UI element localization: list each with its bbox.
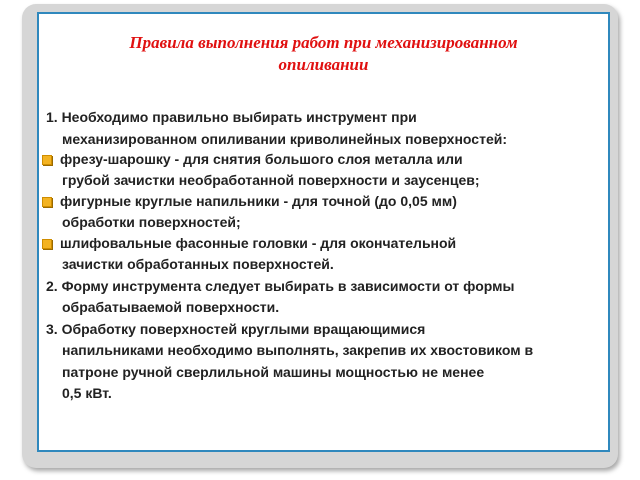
bullet-3-line-2: зачистки обработанных поверхностей. <box>62 256 334 272</box>
rule-2-line-1: 2. Форму инструмента следует выбирать в зависимости от формы <box>46 278 515 294</box>
bullet-1-line-1: фрезу-шарошку - для снятия большого слоя металла или <box>60 151 463 167</box>
rule-1-line-2: механизированном опиливании криволинейных поверхностей: <box>62 131 507 147</box>
rule-3-line-1: 3. Обработку поверхностей круглыми вращающимися <box>46 321 426 337</box>
square-bullet-icon <box>42 197 52 207</box>
slide-title-line-2: опиливании <box>278 55 369 74</box>
rule-3-line-4: 0,5 кВт. <box>62 385 112 401</box>
bullet-1-line-2: грубой зачистки необработанной поверхности и заусенцев; <box>62 172 480 188</box>
square-bullet-icon <box>42 155 52 165</box>
rule-1-line-1: 1. Необходимо правильно выбирать инструмент при <box>46 109 417 125</box>
bullet-2-line-2: обработки поверхностей; <box>62 214 241 230</box>
square-bullet-icon <box>42 239 52 249</box>
rule-3-line-3: патроне ручной сверлильной машины мощностью не менее <box>62 364 485 380</box>
bullet-3-line-1: шлифовальные фасонные головки - для окончательной <box>60 235 457 251</box>
slide-panel <box>37 12 610 452</box>
rule-3-line-2: напильниками необходимо выполнять, закрепив их хвостовиком в <box>62 342 534 358</box>
slide-title-line-1: Правила выполнения работ при механизированном <box>129 33 518 52</box>
rule-2-line-2: обрабатываемой поверхности. <box>62 299 280 315</box>
bullet-2-line-1: фигурные круглые напильники - для точной (до 0,05 мм) <box>60 193 457 209</box>
slide-title <box>39 32 608 76</box>
